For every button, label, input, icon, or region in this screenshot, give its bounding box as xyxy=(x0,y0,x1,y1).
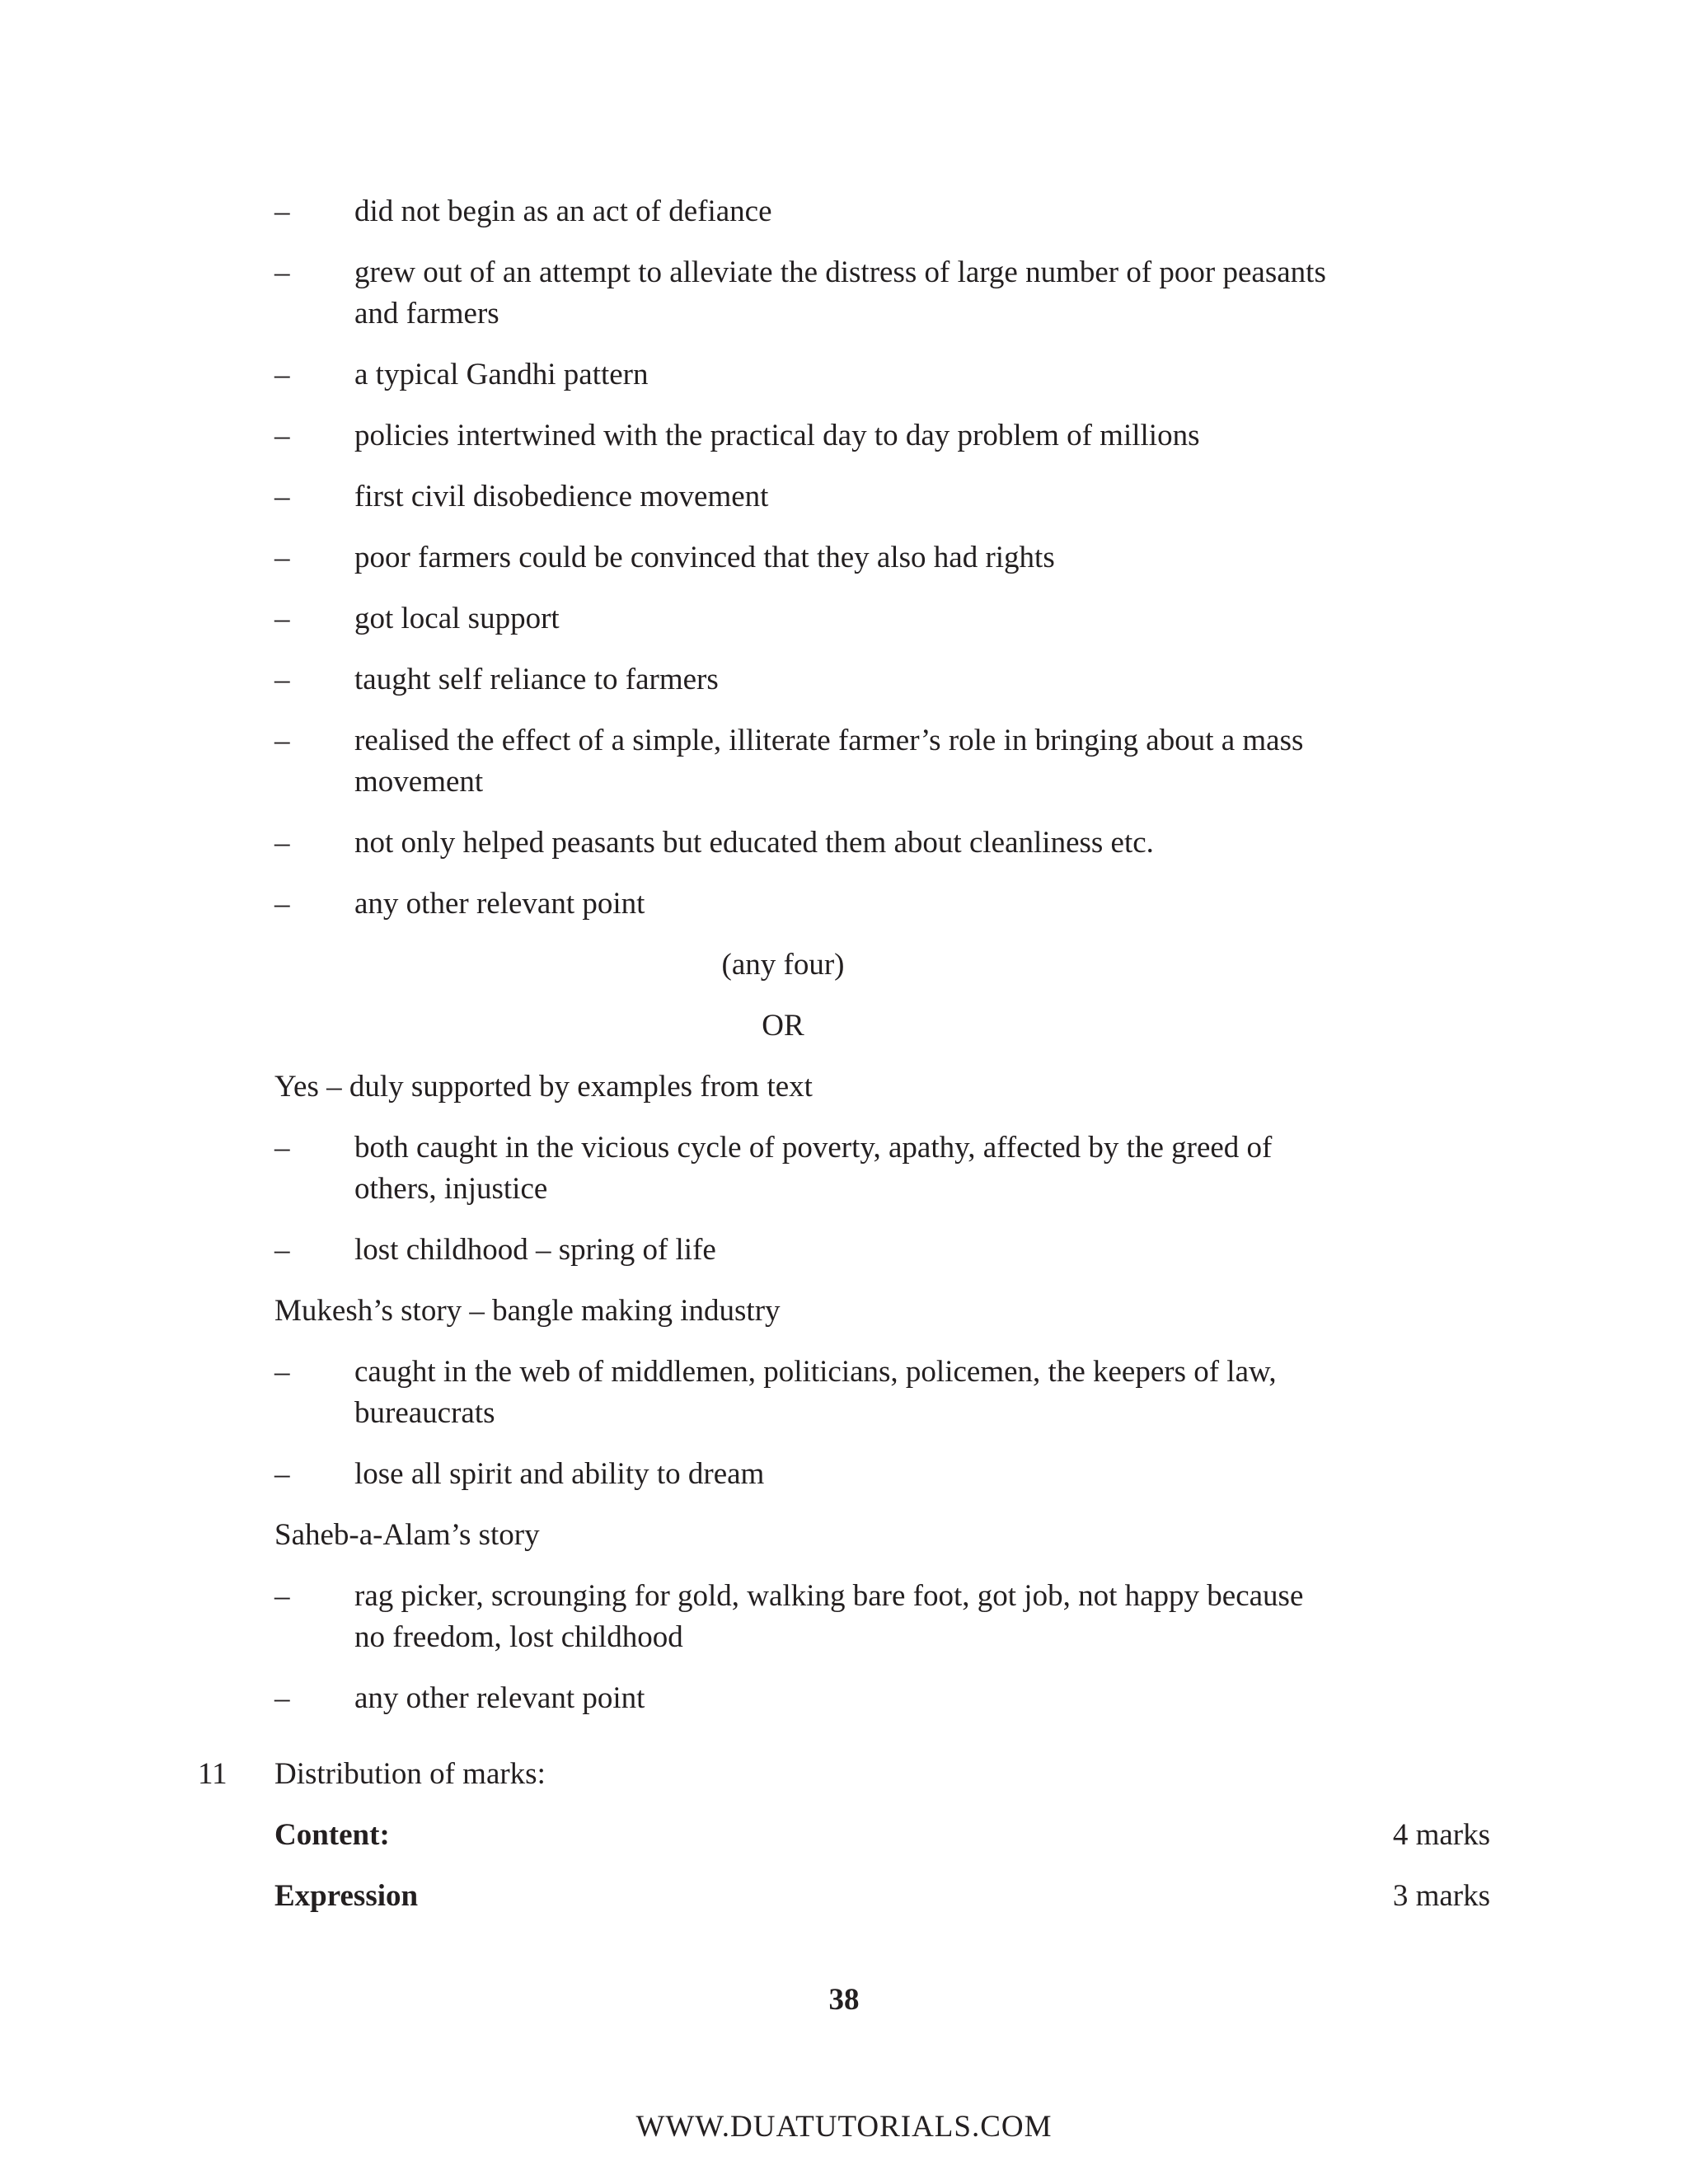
bullet-dash: – xyxy=(274,255,290,289)
marks-value-expression: 3 marks xyxy=(1392,1879,1490,1913)
bullet-dash: – xyxy=(274,724,290,757)
bullet-dash: – xyxy=(274,887,290,921)
bullet-dash: – xyxy=(274,1681,290,1715)
question-title: Distribution of marks: xyxy=(274,1757,546,1791)
bullet-dash: – xyxy=(274,663,290,696)
question-number: 11 xyxy=(198,1757,227,1791)
list-item: taught self reliance to farmers xyxy=(354,663,719,696)
or-label: OR xyxy=(762,1009,804,1043)
list-item: rag picker, scrounging for gold, walking bare foot, got job, not happy because xyxy=(354,1579,1304,1613)
list-item: not only helped peasants but educated them about cleanliness etc. xyxy=(354,826,1154,860)
list-item-continuation: and farmers xyxy=(354,297,499,330)
bullet-dash: – xyxy=(274,358,290,391)
bullet-dash: – xyxy=(274,194,290,228)
mukesh-heading: Mukesh’s story – bangle making industry xyxy=(274,1294,781,1328)
list-item-continuation: movement xyxy=(354,765,484,799)
bullet-dash: – xyxy=(274,1131,290,1165)
list-item: realised the effect of a simple, illiterate farmer’s role in bringing about a mass xyxy=(354,724,1304,757)
bullet-dash: – xyxy=(274,1579,290,1613)
list-item: lost childhood – spring of life xyxy=(354,1233,716,1267)
list-item: any other relevant point xyxy=(354,1681,645,1715)
list-item-continuation: others, injustice xyxy=(354,1172,548,1206)
marks-label-content: Content: xyxy=(274,1818,390,1852)
list-item: grew out of an attempt to alleviate the distress of large number of poor peasants xyxy=(354,255,1326,289)
list-item: caught in the web of middlemen, politicians, policemen, the keepers of law, xyxy=(354,1355,1277,1389)
list-item: a typical Gandhi pattern xyxy=(354,358,649,391)
bullet-dash: – xyxy=(274,541,290,574)
footer-website: WWW.DUATUTORIALS.COM xyxy=(635,2110,1053,2144)
list-item: did not begin as an act of defiance xyxy=(354,194,772,228)
list-item: both caught in the vicious cycle of poverty, apathy, affected by the greed of xyxy=(354,1131,1273,1165)
list-item-continuation: bureaucrats xyxy=(354,1396,495,1430)
list-item: any other relevant point xyxy=(354,887,645,921)
marks-value-content: 4 marks xyxy=(1392,1818,1490,1852)
bullet-dash: – xyxy=(274,602,290,635)
marks-label-expression: Expression xyxy=(274,1879,419,1913)
bullet-dash: – xyxy=(274,480,290,513)
list-item: poor farmers could be convinced that they also had rights xyxy=(354,541,1055,574)
bullet-dash: – xyxy=(274,1457,290,1491)
list-item: first civil disobedience movement xyxy=(354,480,769,513)
bullet-dash: – xyxy=(274,1355,290,1389)
list-item: got local support xyxy=(354,602,560,635)
list-item: policies intertwined with the practical day to day problem of millions xyxy=(354,419,1200,452)
bullet-dash: – xyxy=(274,419,290,452)
list-item: lose all spirit and ability to dream xyxy=(354,1457,765,1491)
yes-line: Yes – duly supported by examples from text xyxy=(274,1070,813,1104)
any-four-label: (any four) xyxy=(721,948,845,982)
list-item-continuation: no freedom, lost childhood xyxy=(354,1620,683,1654)
saheb-heading: Saheb-a-Alam’s story xyxy=(274,1518,540,1552)
bullet-dash: – xyxy=(274,826,290,860)
bullet-dash: – xyxy=(274,1233,290,1267)
page-number: 38 xyxy=(828,1983,860,2017)
